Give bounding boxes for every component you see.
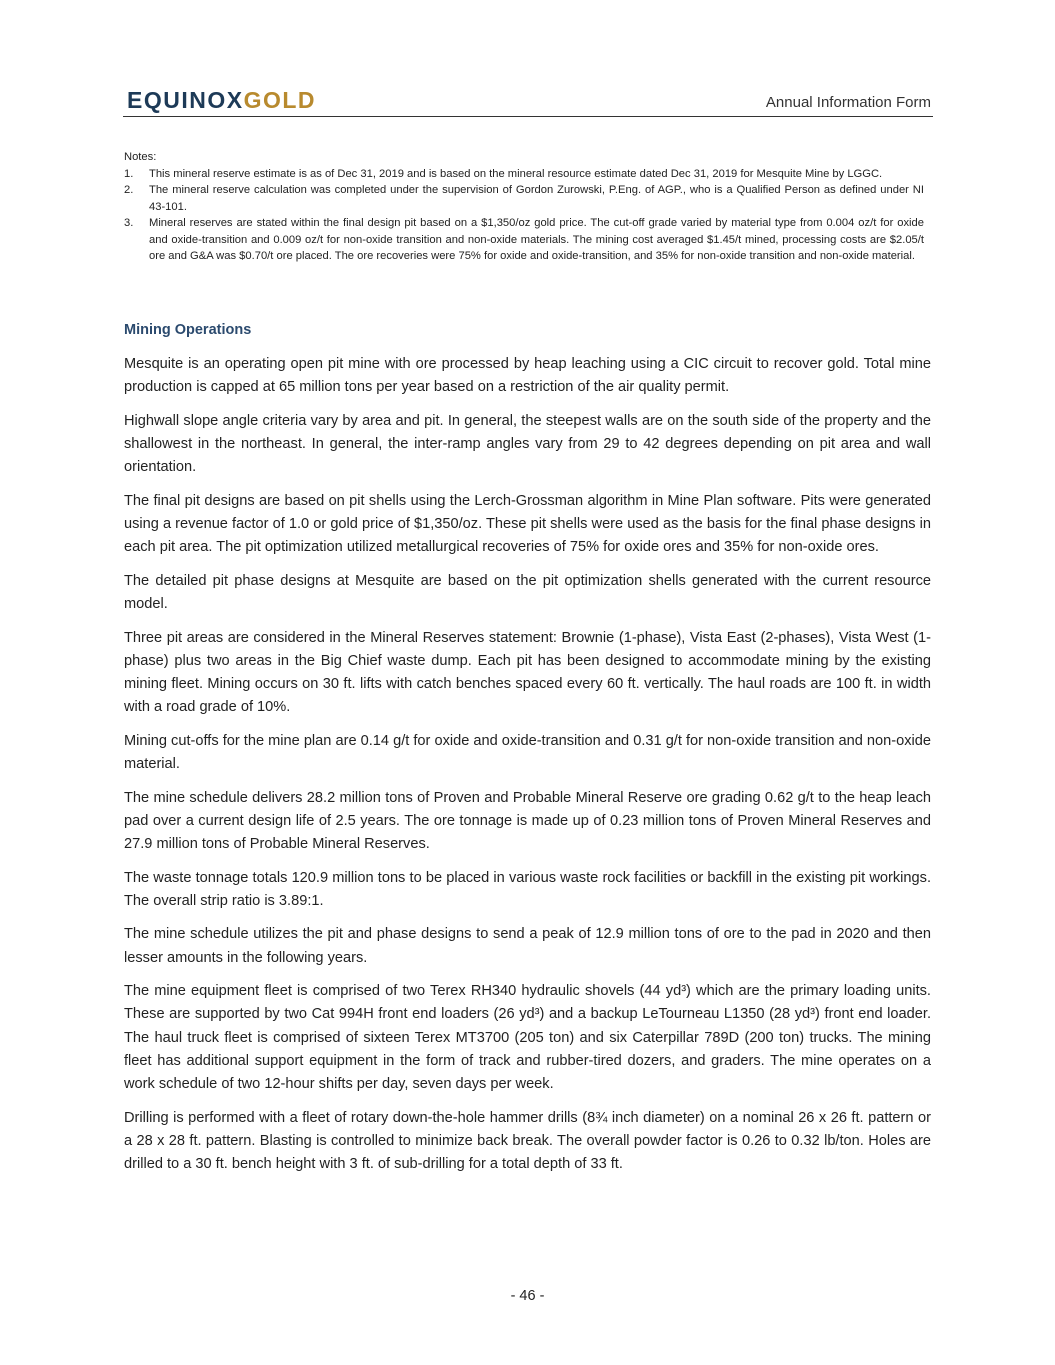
note-number: 2. xyxy=(124,184,134,196)
paragraph: Three pit areas are considered in the Mineral Reserves statement: Brownie (1-phase), Vista East (2-phases), Vista West (1-phase) plus two areas in the Big Chief waste dump. Each pit has been designed to accommodate mining by the existing mining fleet. Mining occurs on 30 ft. lifts with catch benches spaced every 60 ft. vertically. The haul roads are 100 ft. in width with a road grade of 10%. xyxy=(124,629,931,716)
paragraph: Highwall slope angle criteria vary by area and pit. In general, the steepest walls are on the south side of the property and the shallowest in the northeast. In general, the inter-ramp angles vary from 29 to 42 degrees depending on pit area and wall orientation. xyxy=(124,412,931,476)
paragraph: The waste tonnage totals 120.9 million tons to be placed in various waste rock facilities or backfill in the existing pit workings. The overall strip ratio is 3.89:1. xyxy=(124,869,931,909)
body-text xyxy=(124,353,931,1187)
paragraph: The final pit designs are based on pit shells using the Lerch-Grossman algorithm in Mine Plan software. Pits were generated using a revenue factor of 1.0 or gold price of $1,350/oz. These pit shells were used as the basis for the final phase designs in each pit area. The pit optimization utilized metallurgical recoveries of 75% for oxide ores and 35% for non-oxide ores. xyxy=(124,492,931,556)
document-title: Annual Information Form xyxy=(765,94,931,111)
note-item xyxy=(124,215,924,265)
note-item xyxy=(124,182,924,215)
section-heading: Mining Operations xyxy=(124,322,252,338)
paragraph: Mesquite is an operating open pit mine with ore processed by heap leaching using a CIC circuit to recover gold. Total mine production is capped at 65 million tons per year based on a restriction of the air quality permit. xyxy=(124,356,931,396)
notes-label: Notes: xyxy=(124,151,157,163)
notes-block xyxy=(124,149,924,265)
paragraph: The mine schedule utilizes the pit and phase designs to send a peak of 12.9 million tons of ore to the pad in 2020 and then lesser amounts in the following years. xyxy=(124,926,931,966)
paragraph: The detailed pit phase designs at Mesquite are based on the pit optimization shells generated with the current resource model. xyxy=(124,572,931,612)
logo-text-gold: GOLD xyxy=(243,87,317,113)
paragraph: The mine equipment fleet is comprised of two Terex RH340 hydraulic shovels (44 yd³) which are the primary loading units. These are supported by two Cat 994H front end loaders (26 yd³) and a backup LeTourneau L1350 (28 yd³) front end loader. The haul truck fleet is comprised of sixteen Terex MT3700 (205 ton) and six Caterpillar 789D (200 ton) trucks. The mining fleet has additional support equipment in the form of track and rubber-tired dozers, and graders. The mine operates on a work schedule of two 12-hour shifts per day, seven days per week. xyxy=(124,983,931,1092)
page-header xyxy=(123,86,933,117)
paragraph: The mine schedule delivers 28.2 million tons of Proven and Probable Mineral Reserve ore grading 0.62 g/t to the heap leach pad over a current design life of 2.5 years. The ore tonnage is made up of 0.23 million tons of Proven Mineral Reserves and 27.9 million tons of Probable Mineral Reserves. xyxy=(124,789,931,852)
page-number: - 46 - xyxy=(510,1288,545,1304)
note-text: Mineral reserves are stated within the final design pit based on a $1,350/oz gold price. The cut-off grade varied by material type from 0.004 oz/t for oxide and oxide-transition and 0.009 oz/t for non-oxide transition and non-oxide materials. The mining cost averaged $1.45/t mined, processing costs are $2.05/t ore and G&A was $0.70/t ore placed. The ore recoveries were 75% for oxide and oxide-transition, and 35% for non-oxide transition and non-oxide material. xyxy=(149,217,924,262)
note-item xyxy=(124,166,924,183)
equinox-gold-logo xyxy=(127,86,316,114)
logo-text-equinox: EQUINOX xyxy=(127,87,244,113)
paragraph: Mining cut-offs for the mine plan are 0.14 g/t for oxide and oxide-transition and 0.31 g/t for non-oxide transition and non-oxide material. xyxy=(124,732,931,772)
paragraph: Drilling is performed with a fleet of rotary down-the-hole hammer drills (8¾ inch diameter) on a nominal 26 x 26 ft. pattern or a 28 x 28 ft. pattern. Blasting is controlled to minimize back break. The overall powder factor is 0.26 to 0.32 lb/ton. Holes are drilled to a 30 ft. bench height with 3 ft. of sub-drilling for a total depth of 33 ft. xyxy=(124,1109,931,1172)
note-text: The mineral reserve calculation was completed under the supervision of Gordon Zurowski, P.Eng. of AGP., who is a Qualified Person as defined under NI 43-101. xyxy=(149,184,924,213)
note-number: 1. xyxy=(124,167,134,180)
note-text: This mineral reserve estimate is as of Dec 31, 2019 and is based on the mineral resource estimate dated Dec 31, 2019 for Mesquite Mine by LGGC. xyxy=(149,167,883,180)
notes-list xyxy=(124,166,924,265)
note-number: 3. xyxy=(124,217,134,229)
